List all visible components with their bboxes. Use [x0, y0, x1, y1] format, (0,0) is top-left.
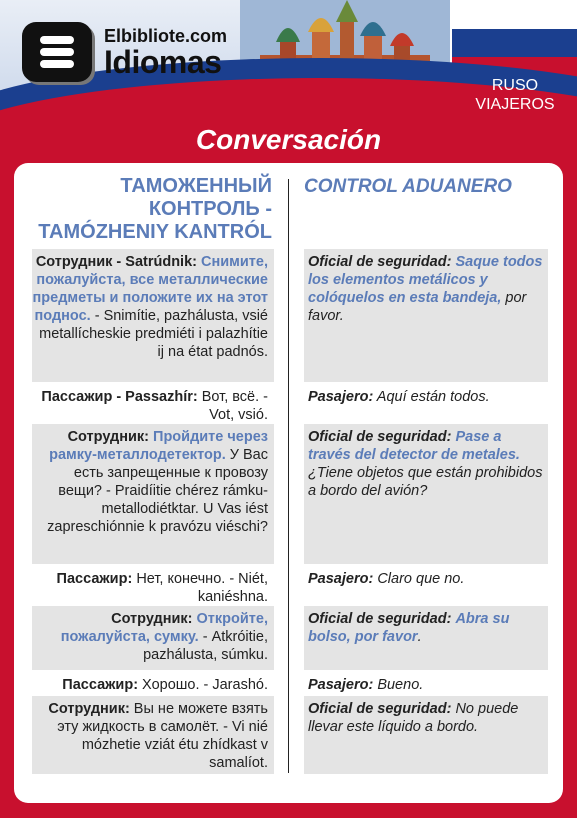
spanish-speaker: Pasajero: [308, 677, 374, 693]
spanish-line [304, 424, 548, 564]
russian-text: Вот, всё. - Vot, vsió. [197, 389, 268, 423]
russian-speaker: Сотрудник: [111, 611, 193, 627]
table-row [32, 606, 548, 670]
russian-speaker: Сотрудник - Satrúdnik: [35, 254, 197, 270]
russian-text: Нет, конечно. - Niét, kaniéshna. [132, 571, 268, 605]
russian-line [32, 672, 274, 694]
spanish-highlight: Saque todos los elementos metálicos y colóquelos en esta bandeja, [308, 254, 543, 306]
table-row [32, 566, 548, 604]
spanish-line [304, 249, 548, 382]
russian-text: Вы не можете взять эту жидкость в самолёт. - Vi nié mózhetie vziát étu zhídkast v samalíot. [57, 701, 268, 771]
logo-book-icon [22, 22, 92, 82]
russian-line [32, 606, 274, 670]
header [0, 0, 577, 120]
spanish-text: ¿Tiene objetos que están prohibidos a bordo del avión? [308, 465, 543, 499]
russian-line [32, 696, 274, 774]
spanish-speaker: Oficial de seguridad: [308, 429, 452, 445]
conversation-card [14, 163, 563, 803]
russian-speaker: Пассажир: [56, 571, 133, 587]
logo-name: Idiomas [104, 44, 222, 80]
russian-line [32, 424, 274, 564]
header-russian: ТАМОЖЕННЫЙ КОНТРОЛЬ - TAMÓZHENIY KANTRÓL [38, 175, 272, 243]
russian-line [32, 566, 274, 604]
russian-highlight: Откройте, пожалуйста, сумку. [60, 611, 268, 645]
spanish-text: Bueno. [373, 677, 424, 693]
russian-speaker: Сотрудник: [67, 429, 149, 445]
spanish-text: . [417, 629, 422, 645]
russian-speaker: Пассажир - Passazhír: [41, 389, 198, 405]
table-row [32, 672, 548, 694]
spanish-speaker: Pasajero: [308, 389, 374, 405]
column-divider [288, 179, 289, 773]
spanish-speaker: Oficial de seguridad: [308, 701, 452, 717]
spanish-highlight: Abra su bolso, por favor [308, 611, 510, 645]
russian-text: - Snimítie, pazhálusta, vsié metallícheskie predmiéti i palazhítie ij na état padnós. [39, 308, 268, 360]
language-tag [470, 76, 560, 114]
russian-text: - Atkróitie, pazhálusta, súmku. [143, 629, 268, 663]
section-title: Conversación [195, 124, 382, 155]
spanish-highlight: Pase a través del detector de metales. [308, 429, 520, 463]
table-row [32, 249, 548, 382]
language-tag-line1: RUSO [491, 77, 539, 94]
spanish-line [304, 672, 548, 694]
spanish-text: Claro que no. [373, 571, 465, 587]
spanish-line [304, 566, 548, 604]
spanish-line [304, 696, 548, 774]
header-spanish: CONTROL ADUANERO [304, 176, 512, 197]
spanish-text: por favor. [308, 290, 527, 324]
russian-text: У Вас есть запрещенные к провозу вещи? - Praidíitie chérez rámku-metallodiétktar. U Vas iést zapreschiónnie k pravózu viéschi? [47, 447, 268, 535]
spanish-line [304, 384, 548, 422]
spanish-text: Aquí están todos. [373, 389, 490, 405]
logo-site: Elbibliote.com [104, 26, 228, 46]
russian-line [32, 384, 274, 422]
russian-speaker: Сотрудник: [48, 701, 130, 717]
spanish-line [304, 606, 548, 670]
table-row [32, 384, 548, 422]
russian-highlight: Пройдите через рамку-металлодетектор. [49, 429, 268, 463]
spanish-speaker: Oficial de seguridad: [308, 611, 452, 627]
spanish-speaker: Oficial de seguridad: [308, 254, 452, 270]
russian-line [32, 249, 274, 382]
spanish-text: No puede llevar este líquido a bordo. [308, 701, 519, 735]
spanish-speaker: Pasajero: [308, 571, 374, 587]
russian-text: Хорошо. - Jarashó. [138, 677, 268, 693]
language-tag-line2: VIAJEROS [475, 96, 555, 113]
table-row [32, 696, 548, 774]
russian-speaker: Пассажир: [62, 677, 139, 693]
russian-highlight: Снимите, пожалуйста, все металлические предметы и положите их на этот поднос. [32, 254, 268, 324]
table-row [32, 424, 548, 564]
